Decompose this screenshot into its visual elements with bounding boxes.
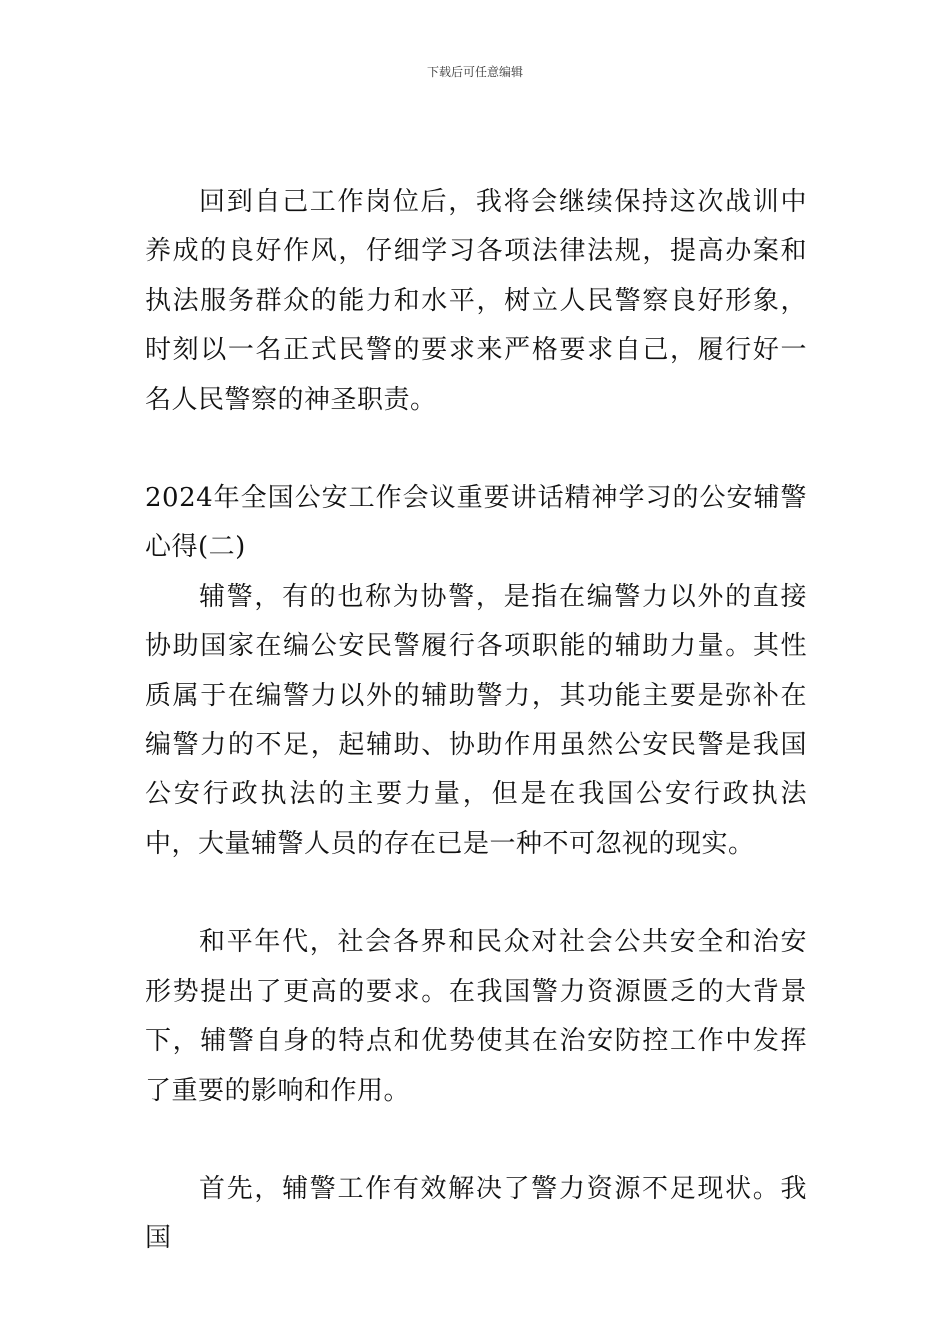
page-header: 下载后可任意编辑	[426, 65, 523, 79]
paragraph-auxiliary-police-definition: 辅警，有的也称为协警，是指在编警力以外的直接协助国家在编公安民警履行各项职能的辅助力量。其性质属于在编警力以外的辅助警力，其功能主要是弥补在编警力的不足，起辅助、协助作用虽然公安民警是我国公安行政执法的主要力量，但是在我国公安行政执法中，大量辅警人员的存在已是一种不可忽视的现实。	[145, 581, 807, 859]
paragraph-first-point: 首先，辅警工作有效解决了警力资源不足现状。我国	[145, 1173, 807, 1254]
paragraph-peacetime-role: 和平年代，社会各界和民众对社会公共安全和治安形势提出了更高的要求。在我国警力资源匮乏的大背景下，辅警自身的特点和优势使其在治安防控工作中发挥了重要的影响和作用。	[145, 927, 807, 1106]
paragraph-conclusion: 回到自己工作岗位后，我将会继续保持这次战训中养成的良好作风，仔细学习各项法律法规，提高办案和执法服务群众的能力和水平，树立人民警察良好形象，时刻以一名正式民警的要求来严格要求自己，履行好一名人民警察的神圣职责。	[145, 187, 807, 415]
document-body	[145, 178, 807, 1264]
section-heading: 2024年全国公安工作会议重要讲话精神学习的公安辅警心得(二)	[145, 483, 807, 563]
